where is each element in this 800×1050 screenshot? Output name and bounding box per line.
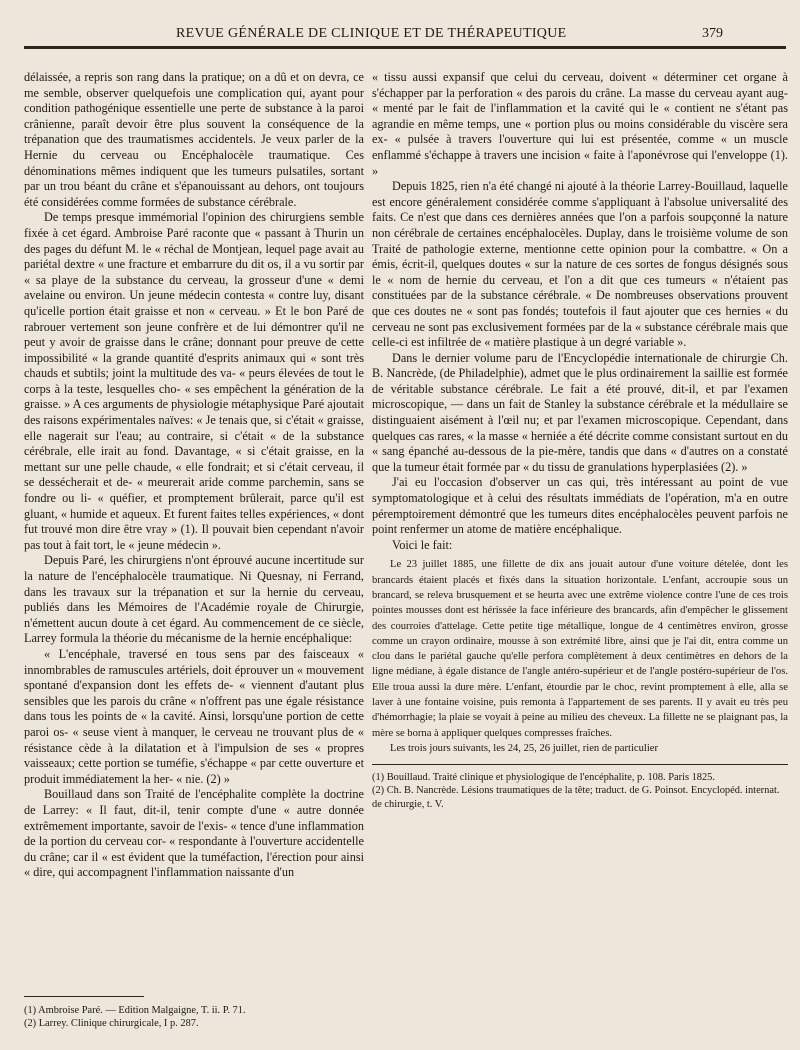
- paragraph: Dans le dernier volume paru de l'Encyclopédie internationale de chirurgie Ch. B. Nancrède, (de Philadelphie), admet que le plus ordinairement la saillie est formée de véritable substance cérébrale. Le fait a été prouvé, dit-il, et par l'examen microscopique, — dans un fait de Stanley la substance cérébrale et la médullaire se distinguaient aisément à l'œil nu; et par l'examen microscopique. Cependant, dans quelques cas rares, « la masse « herniée a été décrite comme consistant surtout en du « sang épanché au-dessous de la pie-mère, tandis que dans « d'autres on a constaté que la tumeur était formée par « du tissu de granulations hyperplasiées (2). »: [372, 350, 788, 474]
- footnote: (1) Bouillaud. Traité clinique et physiologique de l'encéphalite, p. 108. Paris 1825.: [372, 772, 715, 784]
- paragraph: Depuis 1825, rien n'a été changé ni ajouté à la théorie Larrey-Bouillaud, laquelle est encore généralement considérée comme s'appliquant à l'absolue universalité des faits. Ce n'est que dans ces dernières années que l'on a parfois soupçonné la nature non cérébrale de certaines encéphalocèles. Duplay, dans le troisième volume de son Traité de pathologie externe, mentionne cette opinion pour la combattre. « On a émis, écrit-il, quelques doutes « sur la nature de ces sortes de fongus désignés sous le « nom de hernie du cerveau, et l'on a dit que ces tumeurs « n'étaient pas constituées par de la substance cérébrale. « De nombreuses observations prouvent que ces doutes ne « sont pas fondés; toutefois il faut ajouter que ces hernies « du cerveau ne sont pas exclusivement formées par de la « substance cérébrale mais que celle-ci est infiltrée de « matière plastique à un degré variable ».: [372, 179, 788, 350]
- paragraph: délaissée, a repris son rang dans la pratique; on a dû et on devra, ce me semble, observer quelquefois une complication qui, ayant pour condition pathogénique essentielle une perte de substance à la paroi crânienne, paraît devoir être plus souvent la conséquence de la trépanation que des traumatismes accidentels. Je veux parler de la Hernie du cerveau ou Encéphalocèle traumatique. Ces dénominations mêmes indiquent que les tumeurs pulsatiles, sortant par un trou béant du crâne et s'épanouissant au dehors, ont toujours été considérées comme formées de substance cérébrale.: [24, 70, 364, 209]
- paragraph: De temps presque immémorial l'opinion des chirurgiens semble fixée à cet égard. Ambroise Paré raconte que « passant à Thurin un des pages du défunt M. le « réchal de Montjean, lequel page avait au pariétal dextre « une fracture et embarrure du dit os, il a vu sortir par « sa playe de la substance du cerveau, la grosseur d'une « demi avelaine ou environ. Un jeune médecin contesta « contre luy, disant qu'icelle portion était graisse et non « cerveau. » Et le bon Paré de rabrouer vertement son jeune confrère et de lui démontrer qu'il ne peut y avoir de graisse dans le crâne; donnant pour preuve de cette impossibilité « la grande quantité d'esprits animaux qui « sont très chauds et subtils; joint la multitude des va- « peurs élevées de tout le corps à la teste, lesquelles cho- « ses empêchent la génération de la graisse. » A ces arguments de physiologie métaphysique Paré ajoutait des raisons expérimentales naïves: « Je tenais que, si c'était « graisse, elle nagerait sur l'eau; au contraire, si c'était « de la substance cérébrale, elle irait au fond. Davantage, « si c'était graisse, en la mettant sur une pelle chaude, « elle fondrait; et si c'était cerveau, il se dessécherait et de- « meurerait aride comme parchemin, sans se fondre ou li- « quéfier, et promptement brûlerait, parce qu'il est gluant, « humide et aqueux. Et furent faites telles expériences, « dont fut trouvé mon dire être vray » (1). Il pouvait bien cependant n'avoir pas tout à fait tort, le « jeune médecin ».: [24, 210, 364, 552]
- quotation: « tissu aussi expansif que celui du cerveau, doivent « déterminer cet organe à s'échapper par la perforation « des parois du crâne. La masse du cerveau ayant aug- « menté par le fait de l'inflammation et la cavité qui le « contient ne s'étant pas agrandie en même temps, une « portion plus ou moins considérable du viscère sera ex- « pulsée à travers l'ouverture qui lui est présentée, comme « un muscle enflammé s'échappe à travers une incision « faite à l'aponévrose qui l'enveloppe (1). »: [372, 70, 788, 178]
- case-paragraph: Le 23 juillet 1885, une fillette de dix ans jouait autour d'une voiture dételée, dont les brancards étaient placés et fixés dans la situation horizontale. L'enfant, accroupie sous un brancard, se releva brusquement et se heurta avec une extrême violence contre l'une de ces trois pointes mousses dont est hérissée la face inférieure des brancards, afin d'empêcher le glissement des courroies d'attelage. Cette petite tige métallique, longue de 4 centimètres environ, grosse comme un crayon ordinaire, mousse à son extrémité libre, ainsi que je l'ai dit, entra comme un clou dans le pariétal gauche qu'elle perfora complètement à deux centimètres en dehors de la ligne médiane, à égale distance de l'angle antéro-supérieur et de l'angle postéro-supérieur de l'os. Elle troua aussi la dure mère. L'enfant, étourdie par le choc, revint promptement à elle, alla se laver à une fontaine voisine, puis remonta à l'appartement de ses parents. Il y avait eu très peu d'hémorrhagie; la plaie se voyait à peine au milieu des cheveux. La fillette ne se plaignant pas, la mère se borna à appliquer quelques compresses fraîches.: [372, 559, 788, 739]
- footnote: (2) Ch. B. Nancrède. Lésions traumatiques de la tête; traduct. de G. Poinsot. Encyclopéd. internat. de chirurgie, t. V.: [372, 785, 780, 810]
- right-column: [372, 70, 788, 1030]
- case-paragraph: Les trois jours suivants, les 24, 25, 26 juillet, rien de particulier: [390, 742, 659, 754]
- footnote: (2) Larrey. Clinique chirurgicale, I p. 287.: [24, 1018, 199, 1030]
- paragraph: Voici le fait:: [392, 537, 453, 552]
- paragraph: J'ai eu l'occasion d'observer un cas qui, très intéressant au point de vue symptomatologique et à celui des résultats immédiats de l'opération, m'a en outre péremptoirement démontré que les tumeurs dites encéphalocèles peuvent parfois ne point renfermer un atome de matière encéphalique.: [372, 475, 788, 537]
- footnote: (1) Ambroise Paré. — Edition Malgaigne, T. ii. P. 71.: [24, 1005, 246, 1016]
- quotation: « L'encéphale, traversé en tous sens par des faisceaux « innombrables de ramuscules artériels, doit éprouver un « mouvement spontané d'expansion dont les effets de- « viennent d'autant plus sensibles que les parois du crâne « n'offrent pas une égale résistance dans tous les points de « la cavité. Ainsi, lorsqu'une portion de cette paroi os- « seuse vient à manquer, le cerveau ne trouvant plus de « résistance cède à la dilatation et à l'impulsion de ses « propres vaisseaux; cette portion se tuméfie, s'échappe « par cette ouverture et produit immédiatement la her- « nie. (2) »: [24, 646, 364, 786]
- footnote-rule: [24, 996, 144, 997]
- right-main-text: [372, 70, 788, 553]
- case-report: [372, 557, 788, 756]
- paragraph: Depuis Paré, les chirurgiens n'ont éprouvé aucune incertitude sur la nature de l'encéphalocèle traumatique. Ni Quesnay, ni Ferrand, dans les travaux sur la trépanation et sur la hernie du cerveau, publiés dans les Mémoires de l'Académie royale de Chirurgie, n'émettent aucun doute à cet égard. Au commencement de ce siècle, Larrey formula la théorie du mécanisme de la hernie encéphalique:: [24, 553, 364, 646]
- right-footnotes: [372, 771, 788, 811]
- left-column: [24, 70, 364, 990]
- page-number: 379: [702, 26, 723, 41]
- header-rule: [24, 46, 786, 49]
- paragraph: Bouillaud dans son Traité de l'encéphalite complète la doctrine de Larrey: « Il faut, dit-il, tenir compte d'une « autre donnée extrêmement importante, savoir de l'exis- « tence d'une inflammation de la portion du cerveau cor- « respondante à l'ouverture accidentelle du crâne; car il « est évident que la tuméfaction, l'érection pour ainsi « dire, qui accompagnent l'inflammation naissante d'un: [24, 787, 364, 880]
- running-title: REVUE GÉNÉRALE DE CLINIQUE ET DE THÉRAPEUTIQUE: [176, 26, 567, 41]
- left-footnotes: [24, 1004, 364, 1030]
- footnote-rule: [372, 764, 788, 765]
